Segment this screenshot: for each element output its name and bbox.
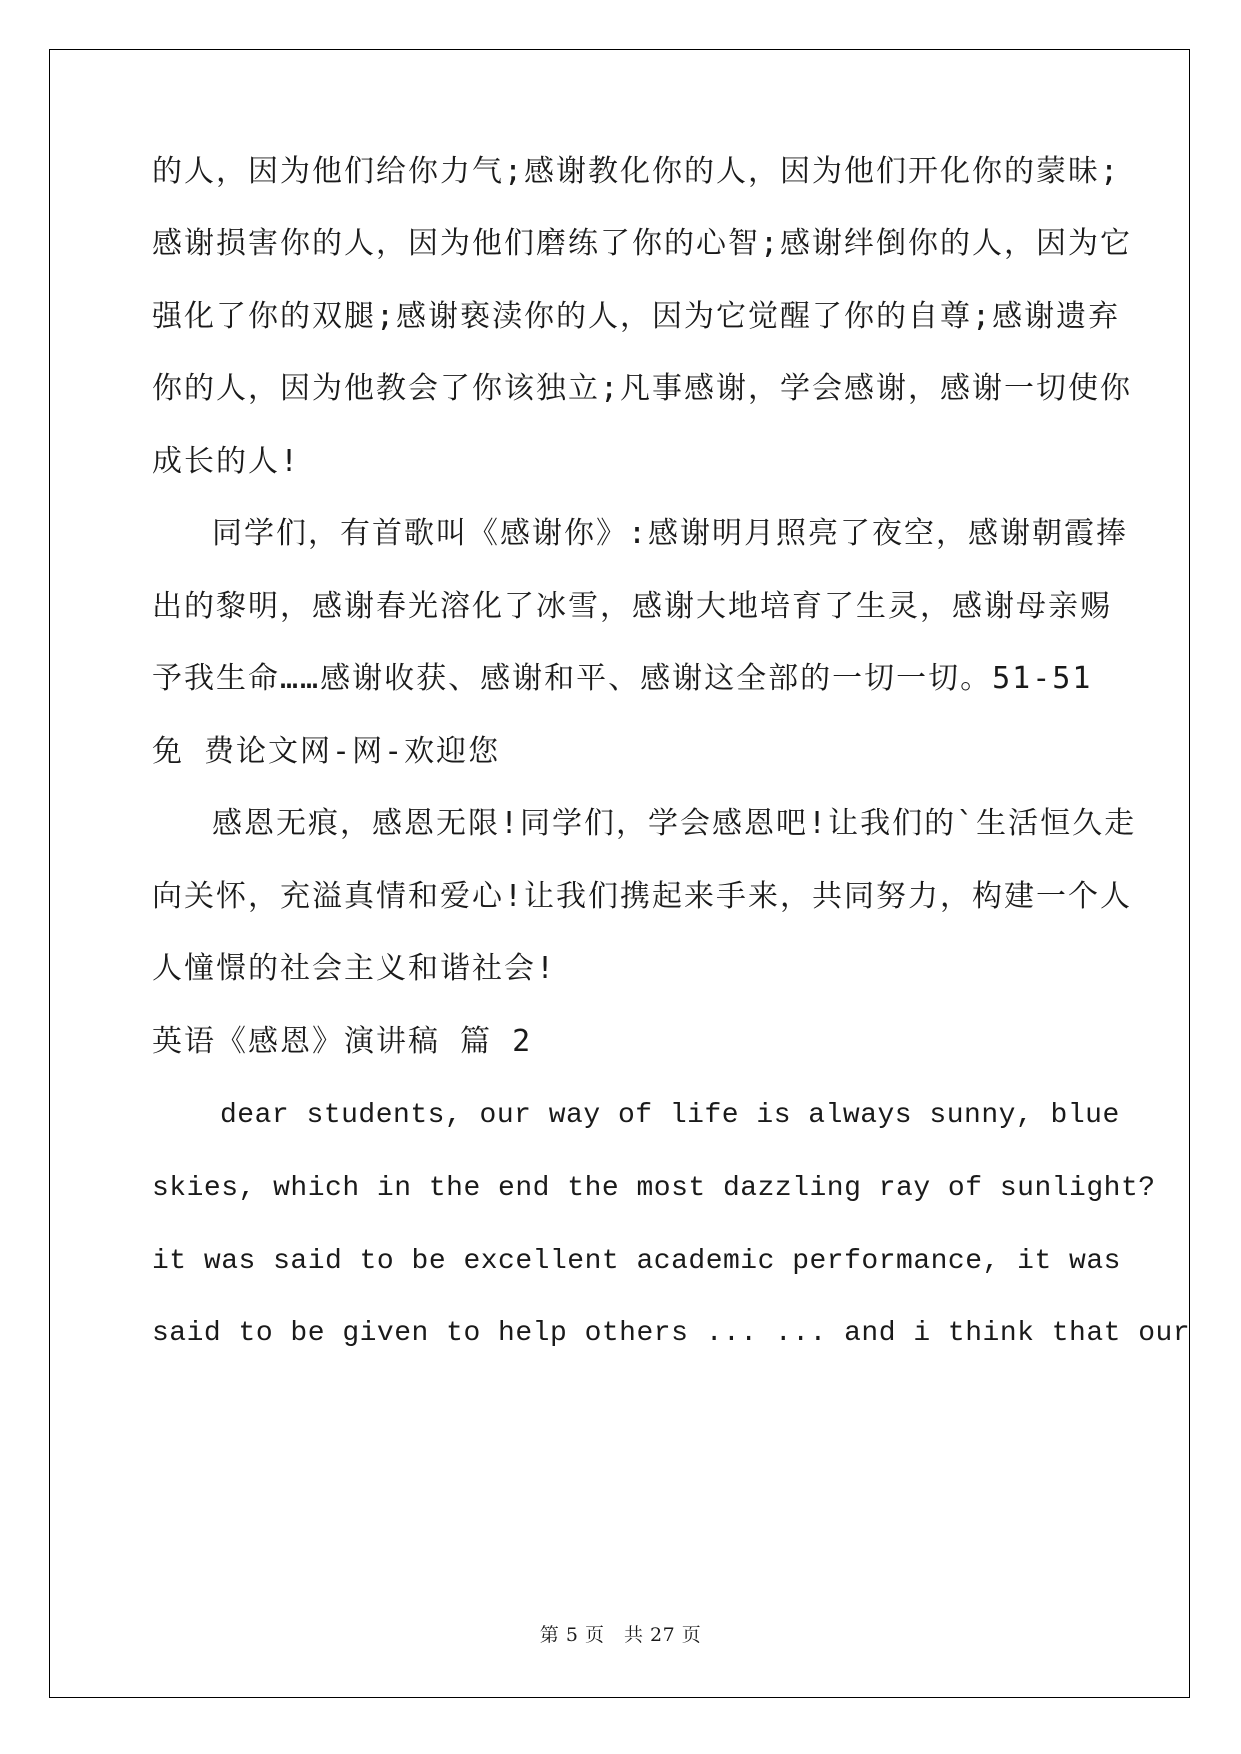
text-line: 人憧憬的社会主义和谐社会! xyxy=(152,951,557,986)
text-line: 的人，因为他们给你力气;感谢教化你的人，因为他们开化你的蒙昧; xyxy=(152,154,1121,189)
text-line: 成长的人! xyxy=(152,444,301,479)
text-line: 你的人，因为他教会了你该独立;凡事感谢，学会感谢，感谢一切使你 xyxy=(152,371,1133,406)
text-line: said to be given to help others ... ... and i think that our xyxy=(152,1318,1191,1349)
text-line: 向关怀，充溢真情和爱心!让我们携起来手来，共同努力，构建一个人 xyxy=(152,879,1133,914)
text-line: 感谢损害你的人，因为他们磨练了你的心智;感谢绊倒你的人，因为它 xyxy=(152,226,1133,261)
paragraph-start-line: dear students, our way of life is always sunny, blue xyxy=(220,1100,1120,1131)
text-line: 予我生命……感谢收获、感谢和平、感谢这全部的一切一切。51-51 xyxy=(152,661,1093,696)
paragraph-start-line: 同学们，有首歌叫《感谢你》:感谢明月照亮了夜空，感谢朝霞捧 xyxy=(212,516,1129,551)
text-line: it was said to be excellent academic performance, it was xyxy=(152,1246,1121,1277)
section-heading: 英语《感恩》演讲稿 篇 2 xyxy=(152,1024,533,1059)
text-line: 免 费论文网-网-欢迎您 xyxy=(152,734,501,769)
paragraph-start-line: 感恩无痕，感恩无限!同学们，学会感恩吧!让我们的`生活恒久走 xyxy=(212,806,1137,841)
text-line: 出的黎明，感谢春光溶化了冰雪，感谢大地培育了生灵，感谢母亲赐 xyxy=(152,589,1112,624)
text-line: skies, which in the end the most dazzling ray of sunlight? xyxy=(152,1173,1156,1204)
page-number: 第 5 页 共 27 页 xyxy=(539,1624,702,1646)
text-line: 强化了你的双腿;感谢亵渎你的人，因为它觉醒了你的自尊;感谢遗弃 xyxy=(152,299,1121,334)
